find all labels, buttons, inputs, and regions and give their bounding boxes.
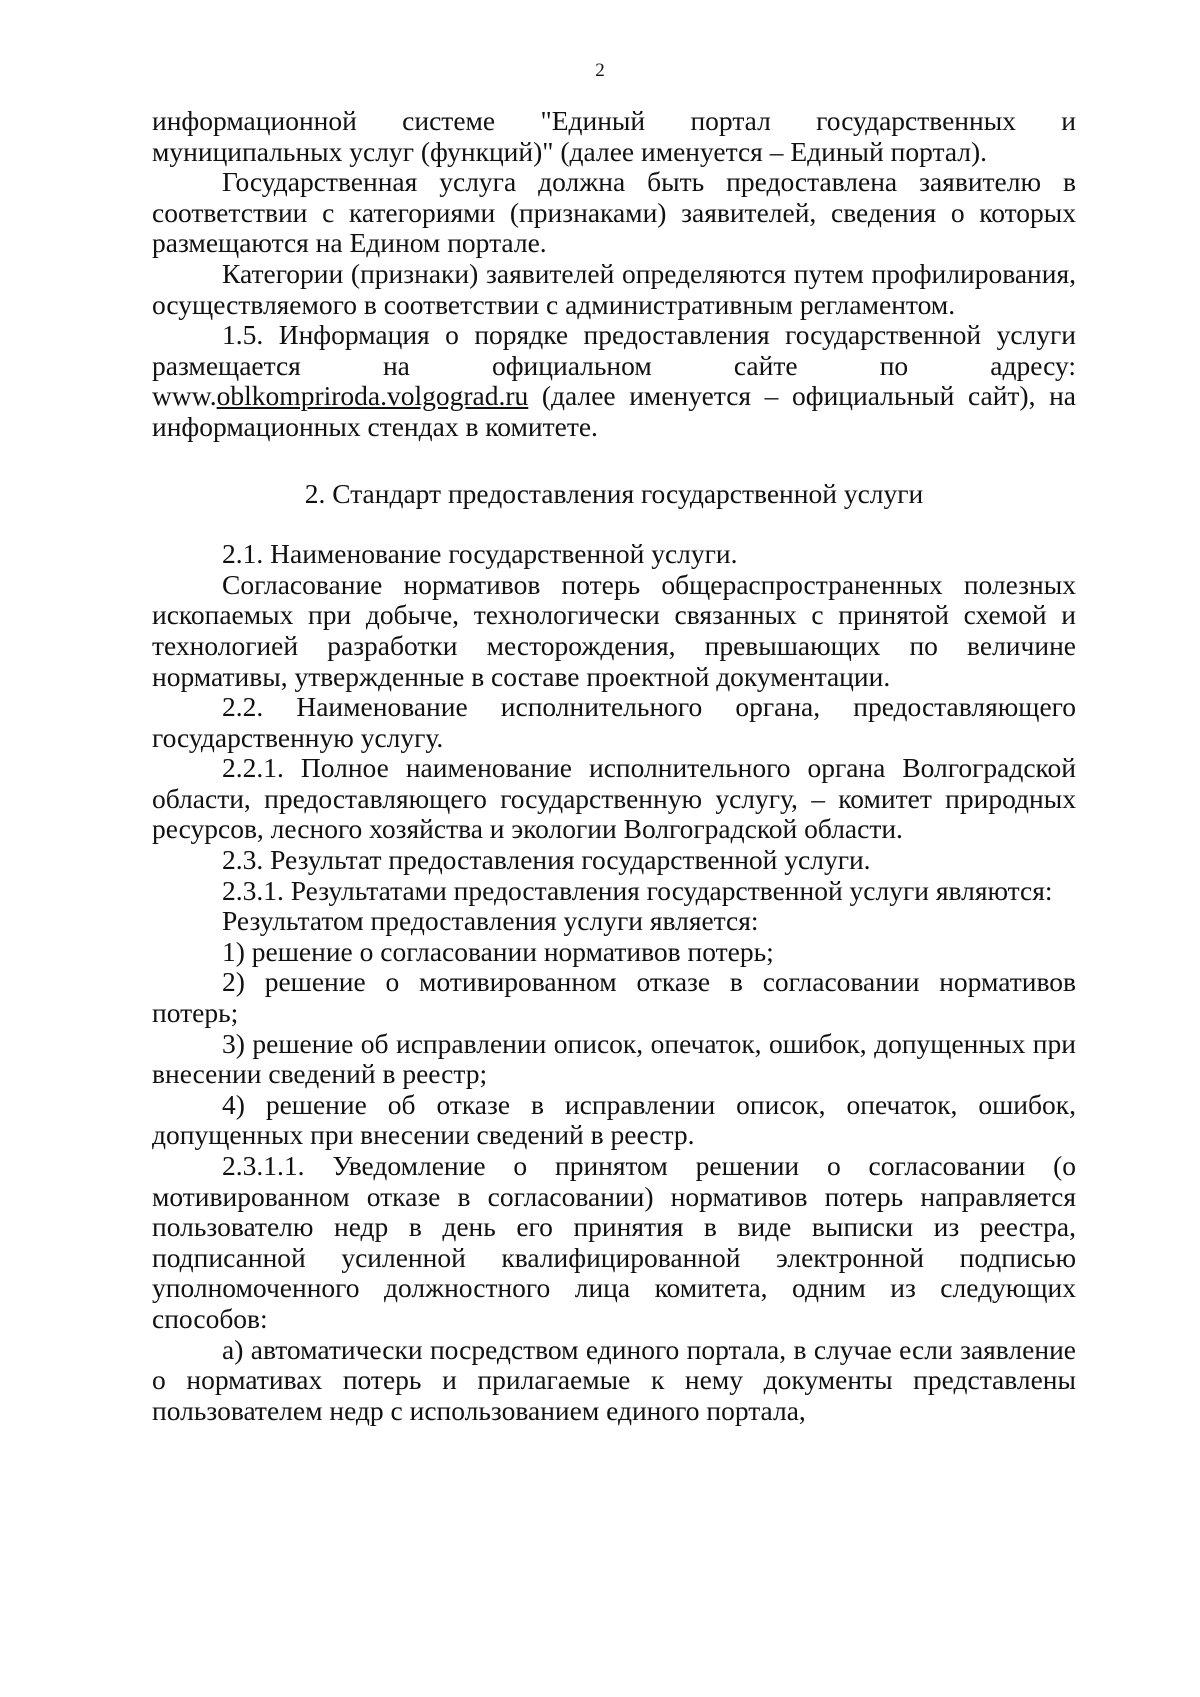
list-item-4: 4) решение об отказе в исправлении описок, опечаток, ошибок, допущенных при внесении сведений в реестр. [152,1088,1076,1151]
paragraph-service-name: Согласование нормативов потерь общераспространенных полезных ископаемых при добыче, технологически связанных с принятой схемой и технологией разработки месторождения, превышающих по величине нормативы, утвержденные в составе проектной документации. [152,568,1076,692]
paragraph-applicant-categories: Категории (признаки) заявителей определяются путем профилирования, осуществляемого в соответствии с административным регламентом. [152,257,1076,320]
list-item-a: а) автоматически посредством единого портала, в случае если заявление о нормативах потерь и прилагаемые к нему документы представлены пользователем недр с использованием единого портала, [152,1333,1076,1426]
paragraph-continuation: информационной системе "Единый портал государственных и муниципальных услуг (функций)" (далее именуется – Единый портал). [152,105,1076,167]
paragraph-service-categories: Государственная услуга должна быть предоставлена заявителю в соответствии с категориями (признаками) заявителей, сведения о которых размещаются на Едином портале. [152,166,1076,259]
paragraph-2-2-1: 2.2.1. Полное наименование исполнительного органа Волгоградской области, предоставляющего государственную услугу, – комитет природных ресурсов, лесного хозяйства и экологии Волгоградской области. [152,752,1076,845]
paragraph-2-3-1-1: 2.3.1.1. Уведомление о принятом решении о согласовании (о мотивированном отказе в согласовании) нормативов потерь направляется пользователю недр в день его принятия в виде выписки из реестра, подписанной усиленной квалифицированной электронной подписью уполномоченного должностного лица комитета, одним из следующих способов: [152,1150,1076,1334]
list-item-2: 2) решение о мотивированном отказе в согласовании нормативов потерь; [152,966,1076,1029]
list-item-1: 1) решение о согласовании нормативов потерь; [222,935,774,967]
paragraph-1-5-suffix: (далее именуется – официальный сайт), на информационных стендах в комитете. [152,380,1076,442]
section-heading: 2. Стандарт предоставления государственной услуги [304,477,924,509]
list-item-3: 3) решение об исправлении описок, опечаток, ошибок, допущенных при внесении сведений в реестр; [152,1027,1076,1090]
official-site-link[interactable]: oblkompriroda.volgograd.ru [216,380,529,412]
paragraph-1-5 [152,320,1076,442]
paragraph-result-intro: Результатом предоставления услуги является: [222,905,759,937]
paragraph-1-5-prefix: 1.5. Информация о порядке предоставления государственной услуги размещается на официальном сайте по адресу: www. [152,319,1076,412]
document-body [152,106,1076,1426]
paragraph-2-1: 2.1. Наименование государственной услуги. [222,538,738,570]
page-number: 2 [595,60,605,81]
paragraph-2-3: 2.3. Результат предоставления государственной услуги. [222,844,871,876]
paragraph-2-2: 2.2. Наименование исполнительного органа, предоставляющего государственную услугу. [152,691,1076,753]
paragraph-2-3-1: 2.3.1. Результатами предоставления государственной услуги являются: [222,874,1053,906]
